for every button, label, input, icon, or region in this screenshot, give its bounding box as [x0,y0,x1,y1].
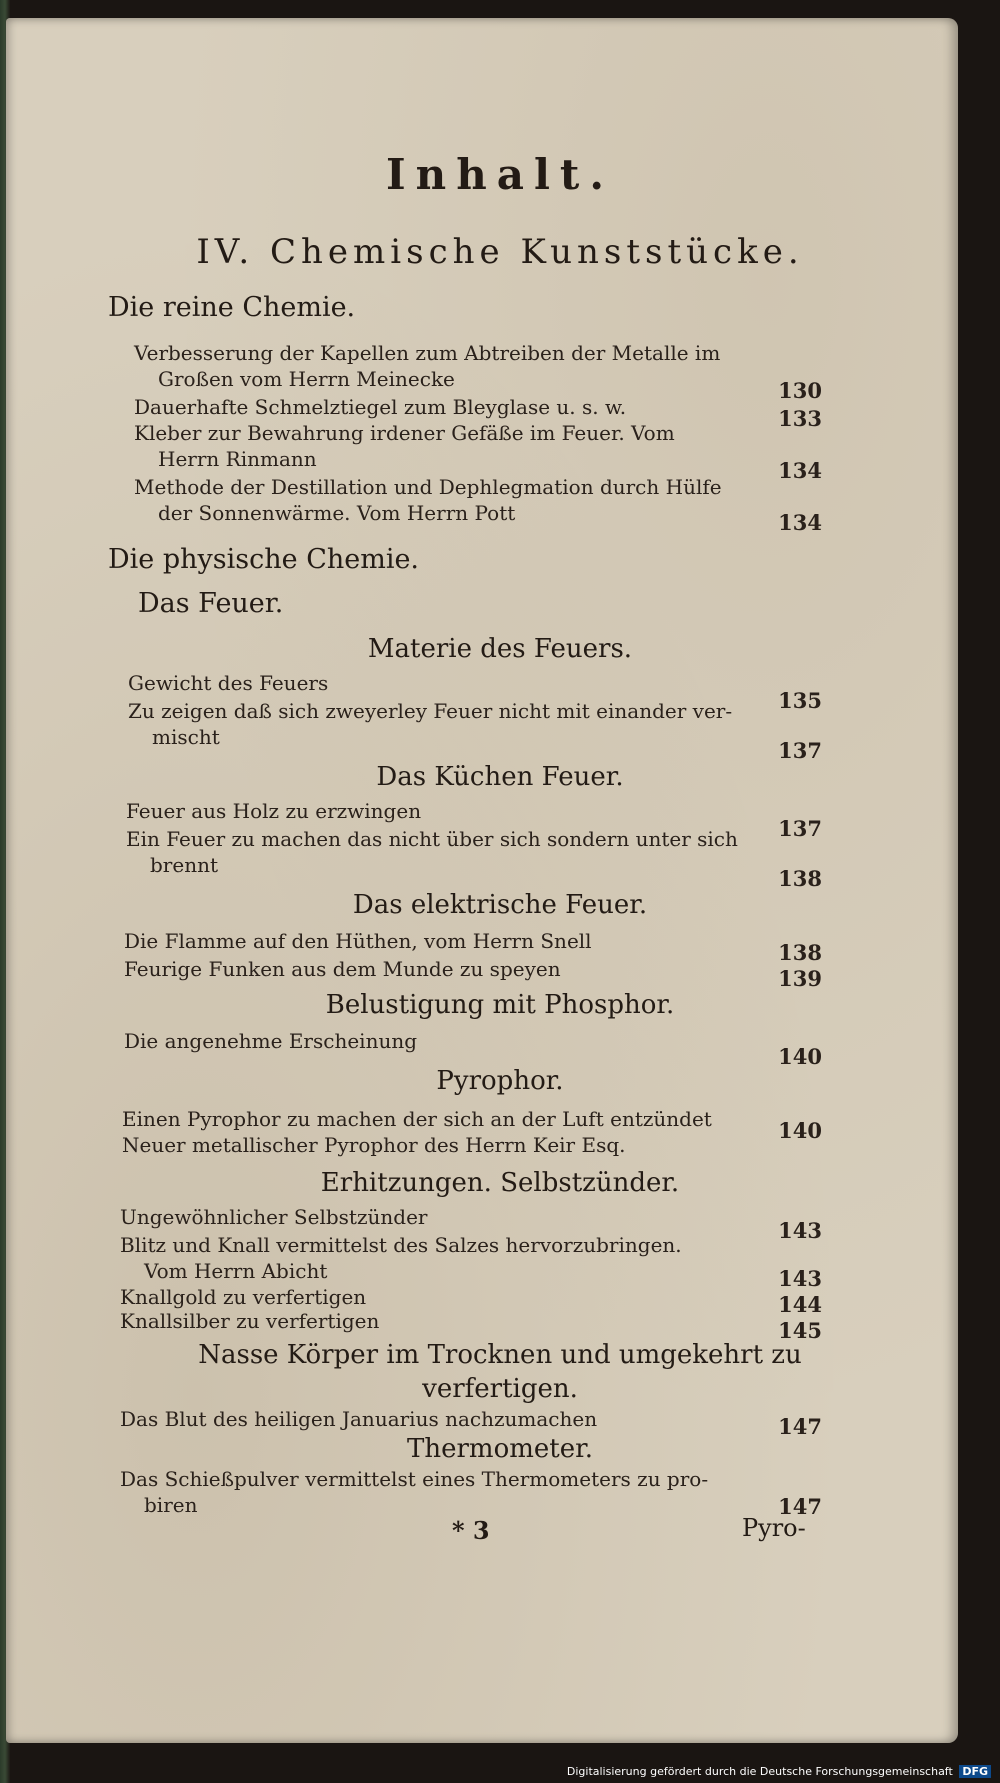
section-reine-chemie: Die reine Chemie. [108,292,356,323]
toc-entry [126,798,766,824]
page-number: 140 [778,1044,822,1069]
entry-text: Das Schießpulver vermittelst eines Thermometers zu pro- [120,1467,709,1491]
entry-text-cont: der Sonnenwärme. Vom Herrn Pott [158,501,516,525]
page-number: 130 [778,378,822,403]
page-number: 137 [778,816,822,841]
entry-text-cont: Großen vom Herrn Meinecke [158,367,455,391]
entry-text-cont: biren [144,1493,198,1517]
toc-entry [120,1466,790,1518]
page-number: 147 [778,1494,822,1519]
toc-entry [120,1308,760,1334]
digitization-credit [564,1764,994,1779]
part-title: IV. Chemische Kunststücke. [196,232,804,272]
page-number: 138 [778,940,822,965]
entry-text: Dauerhafte Schmelztiegel zum Bleyglase u. s. w. [134,395,627,419]
subheading-nasse-cont: verfertigen. [422,1374,578,1404]
page-number: 137 [778,738,822,763]
signature-mark: * 3 [452,1516,490,1545]
toc-entry [126,826,776,878]
toc-entry [134,394,774,420]
entry-text: Verbesserung der Kapellen zum Abtreiben der Metalle im [134,341,721,365]
entry-text: Ungewöhnlicher Selbstzünder [120,1205,428,1229]
toc-entry [128,698,778,750]
entry-text-cont: mischt [152,725,220,749]
entry-text: Die Flamme auf den Hüthen, vom Herrn Snell [124,929,592,953]
toc-entry [120,1406,760,1432]
page-title: Inhalt. [386,150,614,199]
section-physische-chemie: Die physische Chemie. [108,544,420,575]
page-number: 140 [778,1118,822,1143]
page-number: 143 [778,1266,822,1291]
entry-text: Feuer aus Holz zu erzwingen [126,799,422,823]
toc-entry [124,1028,764,1054]
entry-text: Ein Feuer zu machen das nicht über sich sondern unter sich [126,827,738,851]
toc-entry [122,1132,762,1158]
entry-text: Knallgold zu verfertigen [120,1285,367,1309]
page-number: 147 [778,1414,822,1439]
page-number: 134 [778,458,822,483]
entry-text: Einen Pyrophor zu machen der sich an der Luft entzündet [122,1107,712,1131]
entry-text: Neuer metallischer Pyrophor des Herrn Keir Esq. [122,1133,626,1157]
entry-text-cont: brennt [150,853,218,877]
toc-entry [128,670,768,696]
subheading-erhitzungen: Erhitzungen. Selbstzünder. [320,1168,680,1198]
toc-entry [120,1284,760,1310]
section-feuer: Das Feuer. [138,588,284,619]
page-number: 145 [778,1318,822,1343]
page-number: 133 [778,406,822,431]
page-number: 134 [778,510,822,535]
page-number: 135 [778,688,822,713]
toc-entry [124,928,764,954]
page-number: 139 [778,966,822,991]
subheading-elektrisch: Das elektrische Feuer. [352,890,648,920]
entry-text: Das Blut des heiligen Januarius nachzumachen [120,1407,598,1431]
subheading-phosphor: Belustigung mit Phosphor. [325,990,675,1020]
entry-text: Blitz und Knall vermittelst des Salzes hervorzubringen. [120,1233,682,1257]
toc-entry [134,474,774,526]
toc-entry [134,420,774,472]
subheading-pyrophor: Pyrophor. [436,1066,564,1096]
page-number: 144 [778,1292,822,1317]
subheading-nasse: Nasse Körper im Trocknen und umgekehrt zu [198,1340,802,1370]
entry-text: Zu zeigen daß sich zweyerley Feuer nicht mit einander ver- [128,699,733,723]
credit-text: Digitalisierung gefördert durch die Deutsche Forschungsgemeinschaft [566,1765,953,1778]
toc-entry [134,340,774,392]
entry-text: Gewicht des Feuers [128,671,329,695]
dfg-logo: DFG [959,1765,991,1778]
toc-entry [120,1204,760,1230]
page-number: 143 [778,1218,822,1243]
page-number: 138 [778,866,822,891]
entry-text: Kleber zur Bewahrung irdener Gefäße im Feuer. Vom [134,421,675,445]
entry-text: Knallsilber zu verfertigen [120,1309,380,1333]
subheading-materie: Materie des Feuers. [367,634,633,664]
toc-entry [124,956,764,982]
subheading-kuchen: Das Küchen Feuer. [376,762,624,792]
entry-text: Methode der Destillation und Dephlegmation durch Hülfe [134,475,722,499]
entry-text: Die angenehme Erscheinung [124,1029,418,1053]
entry-text: Feurige Funken aus dem Munde zu speyen [124,957,561,981]
catchword: Pyro- [742,1514,806,1542]
entry-text-cont: Vom Herrn Abicht [144,1259,328,1283]
toc-entry [120,1232,780,1284]
toc-entry [122,1106,782,1132]
subheading-thermometer: Thermometer. [407,1434,593,1464]
entry-text-cont: Herrn Rinmann [158,447,317,471]
